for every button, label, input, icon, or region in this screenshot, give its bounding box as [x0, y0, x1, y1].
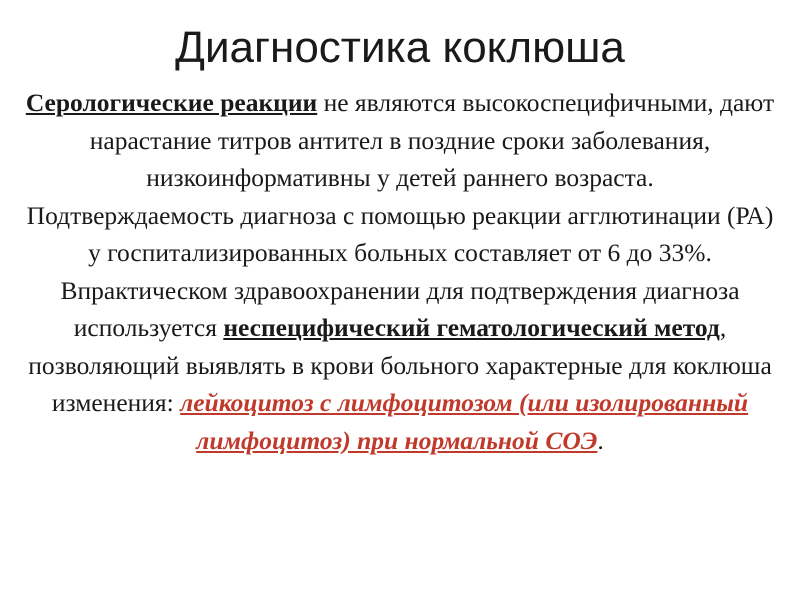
serology-text: не являются высокоспецифичными, дают нарастание титров антител в поздние сроки заболевания, низкоинформативны у детей раннего возраста. [89, 88, 775, 192]
serology-term: Серологические реакции [25, 88, 318, 117]
paragraph-agglutination [18, 197, 782, 272]
paragraph-serology [18, 84, 782, 197]
hematology-text-before: Впрактическом здравоохранении для подтверждения диагноза используется [60, 275, 740, 342]
hematology-end: . [597, 425, 604, 455]
hematology-text-after: , позволяющий выявлять в крови больного характерные для коклюша изменения: [28, 313, 772, 417]
agglutination-text: Подтверждаемость диагноза с помощью реакции агглютинации (РА) у госпитализированных больных составляет от 6 до 33%. [26, 200, 774, 267]
hematology-term: неспецифический гематологический метод [223, 313, 720, 342]
slide-body [18, 84, 782, 459]
paragraph-hematology [18, 272, 782, 460]
slide-title: Диагностика коклюша [175, 23, 625, 72]
hematology-highlight: лейкоцитоз с лимфоцитозом (или изолированный лимфоцитоз) при нормальной СОЭ [180, 388, 749, 455]
